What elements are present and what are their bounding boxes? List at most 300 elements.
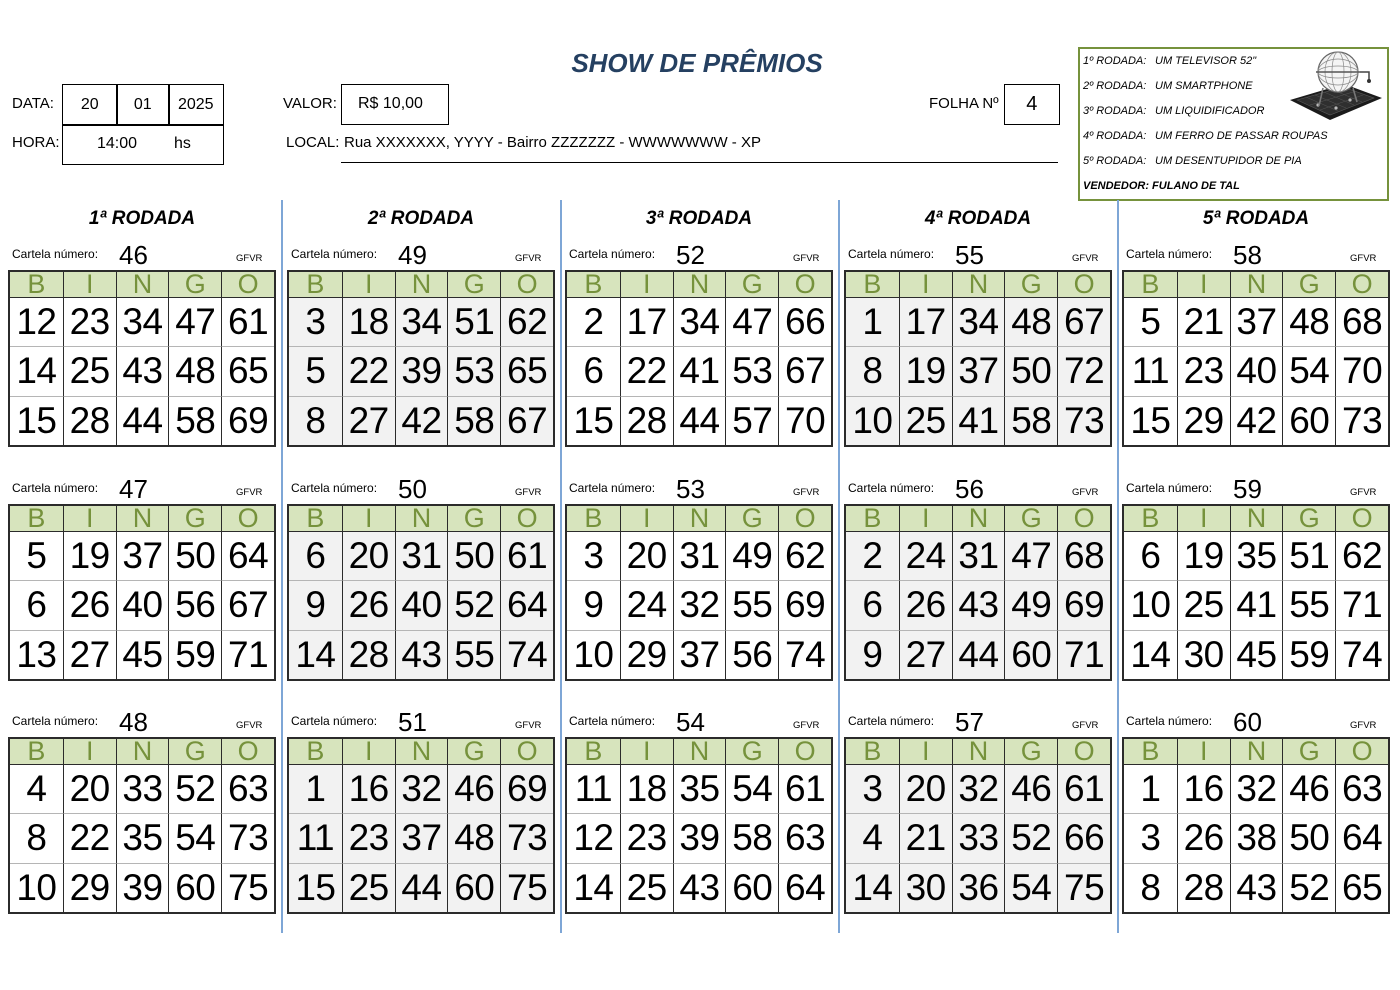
bingo-number-cell: 19 [63,531,116,580]
bingo-number-cell: 29 [63,863,116,912]
bingo-letter-b: B [289,739,342,764]
card-number-label: Cartela número: [1126,247,1213,261]
bingo-number-cell: 53 [725,346,778,395]
bingo-number-cell: 57 [725,396,778,445]
bingo-number-cell: 6 [567,346,620,395]
bingo-letter-i: I [620,506,673,531]
bingo-letter-o: O [221,272,274,297]
bingo-number-cell: 59 [168,630,221,679]
bingo-number-cell: 52 [168,764,221,813]
round-title: 3ª RODADA [645,208,753,229]
bingo-number-cell: 61 [1057,764,1110,813]
bingo-number-cell: 11 [289,813,342,862]
seller-line: VENDEDOR: FULANO DE TAL [1083,180,1240,192]
card-code: GFVR [236,720,263,731]
bingo-number-cell: 23 [620,813,673,862]
bingo-number-cell: 64 [778,863,831,912]
bingo-number-cell: 54 [168,813,221,862]
bingo-number-cell: 56 [725,630,778,679]
bingo-number-cell: 31 [395,531,448,580]
bingo-card [1122,707,1390,914]
card-number-label: Cartela número: [848,247,935,261]
bingo-number-cell: 67 [221,580,274,629]
bingo-letter-b: B [846,272,899,297]
card-number: 59 [1233,474,1262,504]
bingo-number-cell: 28 [620,396,673,445]
value-label: VALOR: [283,95,337,112]
bingo-number-cell: 40 [395,580,448,629]
bingo-grid [8,270,276,447]
card-number-label: Cartela número: [1126,714,1213,728]
card-number-label: Cartela número: [291,714,378,728]
card-number-label: Cartela número: [569,481,656,495]
prize-round-label: 4º RODADA: [1083,130,1147,142]
bingo-number-cell: 13 [10,630,63,679]
card-number-label: Cartela número: [12,714,99,728]
bingo-letter-o: O [1335,506,1388,531]
bingo-number-cell: 65 [1335,863,1388,912]
bingo-letter-g: G [1004,506,1057,531]
bingo-number-cell: 50 [447,531,500,580]
bingo-number-cell: 22 [620,346,673,395]
bingo-number-cell: 65 [500,346,553,395]
bingo-number-cell: 67 [500,396,553,445]
date-month-field: 01 [116,84,170,126]
bingo-number-cell: 32 [1230,764,1283,813]
card-code: GFVR [793,487,820,498]
bingo-number-cell: 23 [1177,346,1230,395]
bingo-number-cell: 11 [1124,346,1177,395]
bingo-number-cell: 44 [395,863,448,912]
bingo-number-cell: 52 [447,580,500,629]
bingo-letter-i: I [899,739,952,764]
bingo-number-cell: 49 [725,531,778,580]
bingo-number-cell: 62 [500,297,553,346]
bingo-number-cell: 10 [1124,580,1177,629]
bingo-letter-b: B [567,506,620,531]
prize-name: UM LIQUIDIFICADOR [1155,105,1265,117]
bingo-number-cell: 25 [620,863,673,912]
bingo-number-cell: 4 [846,813,899,862]
bingo-number-cell: 75 [221,863,274,912]
bingo-number-cell: 2 [846,531,899,580]
bingo-number-cell: 14 [1124,630,1177,679]
bingo-number-cell: 43 [673,863,726,912]
date-year-field: 2025 [168,84,224,126]
bingo-number-cell: 6 [1124,531,1177,580]
bingo-number-cell: 48 [168,346,221,395]
location-value: Rua XXXXXXX, YYYY - Bairro ZZZZZZZ - WWWWWWW - XP [344,134,761,151]
bingo-letter-n: N [116,739,169,764]
bingo-number-cell: 18 [342,297,395,346]
bingo-number-cell: 21 [1177,297,1230,346]
bingo-number-cell: 5 [1124,297,1177,346]
bingo-grid [844,737,1112,914]
bingo-number-cell: 27 [63,630,116,679]
bingo-letter-o: O [221,739,274,764]
bingo-letter-o: O [500,506,553,531]
bingo-card [8,474,276,681]
bingo-number-cell: 37 [395,813,448,862]
bingo-number-cell: 46 [1282,764,1335,813]
bingo-number-cell: 45 [1230,630,1283,679]
bingo-number-cell: 42 [395,396,448,445]
card-number: 53 [676,474,705,504]
bingo-letter-i: I [620,272,673,297]
bingo-letter-n: N [673,739,726,764]
bingo-number-cell: 40 [116,580,169,629]
bingo-letter-g: G [447,739,500,764]
bingo-letter-g: G [447,506,500,531]
bingo-number-cell: 26 [1177,813,1230,862]
bingo-number-cell: 41 [673,346,726,395]
bingo-letter-b: B [1124,272,1177,297]
prize-round-label: 3º RODADA: [1083,105,1147,117]
time-value: 14:00 [96,135,138,152]
bingo-number-cell: 74 [778,630,831,679]
bingo-number-cell: 10 [10,863,63,912]
bingo-number-cell: 52 [1004,813,1057,862]
bingo-number-cell: 25 [63,346,116,395]
bingo-number-cell: 8 [10,813,63,862]
bingo-number-cell: 48 [447,813,500,862]
card-number-label: Cartela número: [12,247,99,261]
bingo-number-cell: 27 [899,630,952,679]
bingo-number-cell: 62 [778,531,831,580]
card-code: GFVR [1350,720,1377,731]
bingo-number-cell: 58 [1004,396,1057,445]
bingo-number-cell: 39 [395,346,448,395]
bingo-number-cell: 63 [221,764,274,813]
bingo-number-cell: 70 [1335,346,1388,395]
bingo-number-cell: 52 [1282,863,1335,912]
bingo-number-cell: 69 [778,580,831,629]
bingo-number-cell: 55 [447,630,500,679]
card-code: GFVR [515,720,542,731]
bingo-number-cell: 51 [447,297,500,346]
round-title: 1ª RODADA [88,208,196,229]
bingo-number-cell: 68 [1057,531,1110,580]
bingo-letter-i: I [1177,739,1230,764]
bingo-number-cell: 3 [1124,813,1177,862]
bingo-letter-b: B [846,506,899,531]
bingo-number-cell: 8 [1124,863,1177,912]
bingo-letter-o: O [500,272,553,297]
bingo-number-cell: 27 [342,396,395,445]
bingo-number-cell: 66 [1057,813,1110,862]
bingo-letter-o: O [1335,272,1388,297]
value-field: R$ 10,00 [341,84,449,125]
bingo-letter-g: G [1004,739,1057,764]
card-number: 57 [955,707,984,737]
card-number-label: Cartela número: [569,714,656,728]
card-number-label: Cartela número: [291,247,378,261]
bingo-number-cell: 64 [1335,813,1388,862]
date-day-field: 20 [62,84,118,126]
prize-name: UM FERRO DE PASSAR ROUPAS [1155,130,1328,142]
bingo-number-cell: 43 [116,346,169,395]
bingo-card [844,707,1112,914]
bingo-number-cell: 8 [846,346,899,395]
bingo-letter-g: G [1004,272,1057,297]
bingo-number-cell: 19 [899,346,952,395]
bingo-number-cell: 26 [342,580,395,629]
bingo-number-cell: 6 [289,531,342,580]
bingo-letter-g: G [1282,739,1335,764]
bingo-letter-g: G [1282,272,1335,297]
time-label: HORA: [12,134,60,151]
bingo-letter-i: I [342,739,395,764]
bingo-number-cell: 64 [500,580,553,629]
bingo-number-cell: 47 [725,297,778,346]
card-number: 48 [119,707,148,737]
bingo-letter-o: O [778,272,831,297]
bingo-number-cell: 6 [10,580,63,629]
bingo-letter-i: I [63,739,116,764]
bingo-number-cell: 34 [952,297,1005,346]
bingo-number-cell: 15 [289,863,342,912]
bingo-letter-i: I [620,739,673,764]
bingo-number-cell: 39 [116,863,169,912]
bingo-number-cell: 58 [168,396,221,445]
bingo-number-cell: 24 [899,531,952,580]
bingo-letter-i: I [63,272,116,297]
card-number: 55 [955,240,984,270]
bingo-number-cell: 19 [1177,531,1230,580]
card-number: 49 [398,240,427,270]
bingo-number-cell: 49 [1004,580,1057,629]
bingo-letter-g: G [168,506,221,531]
card-number: 58 [1233,240,1262,270]
bingo-number-cell: 63 [1335,764,1388,813]
bingo-number-cell: 20 [620,531,673,580]
bingo-number-cell: 71 [1057,630,1110,679]
bingo-number-cell: 55 [725,580,778,629]
time-unit: hs [174,135,191,152]
bingo-number-cell: 3 [846,764,899,813]
bingo-number-cell: 73 [1057,396,1110,445]
bingo-number-cell: 12 [567,813,620,862]
bingo-number-cell: 44 [673,396,726,445]
bingo-number-cell: 11 [567,764,620,813]
bingo-letter-n: N [952,739,1005,764]
bingo-number-cell: 16 [1177,764,1230,813]
bingo-number-cell: 20 [342,531,395,580]
bingo-number-cell: 14 [567,863,620,912]
bingo-number-cell: 58 [447,396,500,445]
bingo-number-cell: 67 [1057,297,1110,346]
bingo-number-cell: 73 [221,813,274,862]
card-number-label: Cartela número: [569,247,656,261]
card-code: GFVR [1072,487,1099,498]
bingo-card [287,240,555,447]
card-number: 50 [398,474,427,504]
bingo-grid [565,270,833,447]
card-number: 60 [1233,707,1262,737]
card-number-label: Cartela número: [848,481,935,495]
bingo-number-cell: 58 [725,813,778,862]
bingo-grid [287,737,555,914]
bingo-number-cell: 1 [1124,764,1177,813]
bingo-number-cell: 47 [1004,531,1057,580]
bingo-number-cell: 3 [567,531,620,580]
bingo-number-cell: 15 [567,396,620,445]
prize-name: UM TELEVISOR 52" [1155,55,1257,67]
bingo-number-cell: 37 [1230,297,1283,346]
bingo-number-cell: 37 [116,531,169,580]
bingo-number-cell: 54 [1282,346,1335,395]
bingo-letter-o: O [1057,506,1110,531]
bingo-number-cell: 9 [846,630,899,679]
bingo-card [8,707,276,914]
bingo-letter-n: N [1230,506,1283,531]
bingo-card [8,240,276,447]
bingo-number-cell: 43 [395,630,448,679]
sheet-number-field: 4 [1004,84,1060,125]
bingo-letter-i: I [342,272,395,297]
bingo-number-cell: 25 [899,396,952,445]
bingo-number-cell: 45 [116,630,169,679]
bingo-letter-n: N [116,272,169,297]
bingo-number-cell: 43 [1230,863,1283,912]
bingo-number-cell: 48 [1004,297,1057,346]
bingo-letter-o: O [1057,739,1110,764]
bingo-number-cell: 6 [846,580,899,629]
bingo-number-cell: 15 [1124,396,1177,445]
card-number: 56 [955,474,984,504]
bingo-number-cell: 40 [1230,346,1283,395]
bingo-letter-n: N [1230,739,1283,764]
bingo-number-cell: 28 [342,630,395,679]
bingo-number-cell: 16 [342,764,395,813]
bingo-letter-o: O [500,739,553,764]
bingo-number-cell: 9 [289,580,342,629]
bingo-letter-o: O [1335,739,1388,764]
bingo-letter-g: G [725,739,778,764]
bingo-number-cell: 1 [289,764,342,813]
bingo-number-cell: 18 [620,764,673,813]
bingo-number-cell: 30 [1177,630,1230,679]
bingo-number-cell: 41 [1230,580,1283,629]
bingo-number-cell: 32 [673,580,726,629]
bingo-number-cell: 33 [116,764,169,813]
bingo-number-cell: 31 [673,531,726,580]
bingo-letter-n: N [1230,272,1283,297]
bingo-number-cell: 60 [447,863,500,912]
bingo-number-cell: 73 [1335,396,1388,445]
bingo-card [565,240,833,447]
bingo-number-cell: 10 [846,396,899,445]
bingo-number-cell: 61 [500,531,553,580]
bingo-number-cell: 73 [500,813,553,862]
bingo-number-cell: 37 [673,630,726,679]
bingo-letter-i: I [63,506,116,531]
bingo-number-cell: 50 [1004,346,1057,395]
bingo-number-cell: 64 [221,531,274,580]
bingo-number-cell: 23 [342,813,395,862]
bingo-number-cell: 44 [952,630,1005,679]
bingo-letter-b: B [10,739,63,764]
bingo-letter-n: N [395,739,448,764]
bingo-number-cell: 55 [1282,580,1335,629]
bingo-number-cell: 50 [1282,813,1335,862]
bingo-card [1122,474,1390,681]
bingo-number-cell: 74 [500,630,553,679]
location-label: LOCAL: [286,134,340,151]
card-number-label: Cartela número: [1126,481,1213,495]
bingo-number-cell: 26 [899,580,952,629]
bingo-letter-b: B [10,272,63,297]
prize-round-label: 5º RODADA: [1083,155,1147,167]
bingo-letter-n: N [952,506,1005,531]
bingo-number-cell: 44 [116,396,169,445]
bingo-grid [844,504,1112,681]
bingo-number-cell: 35 [1230,531,1283,580]
bingo-number-cell: 51 [1282,531,1335,580]
bingo-letter-o: O [221,506,274,531]
card-code: GFVR [236,253,263,264]
bingo-letter-i: I [899,506,952,531]
bingo-number-cell: 75 [1057,863,1110,912]
bingo-number-cell: 22 [63,813,116,862]
bingo-grid [287,504,555,681]
bingo-number-cell: 20 [899,764,952,813]
sheet-label: FOLHA Nº [929,95,999,112]
bingo-number-cell: 2 [567,297,620,346]
bingo-letter-n: N [673,272,726,297]
bingo-number-cell: 63 [778,813,831,862]
bingo-letter-g: G [1282,506,1335,531]
bingo-card [287,474,555,681]
prize-name: UM DESENTUPIDOR DE PIA [1155,155,1302,167]
bingo-number-cell: 1 [846,297,899,346]
bingo-letter-o: O [778,506,831,531]
bingo-grid [287,270,555,447]
bingo-number-cell: 3 [289,297,342,346]
bingo-letter-b: B [567,739,620,764]
card-number-label: Cartela número: [12,481,99,495]
bingo-letter-o: O [778,739,831,764]
bingo-letter-b: B [846,739,899,764]
bingo-number-cell: 56 [168,580,221,629]
card-number: 51 [398,707,427,737]
bingo-number-cell: 14 [10,346,63,395]
bingo-number-cell: 32 [952,764,1005,813]
bingo-number-cell: 17 [899,297,952,346]
bingo-number-cell: 20 [63,764,116,813]
bingo-card [844,474,1112,681]
bingo-number-cell: 54 [1004,863,1057,912]
card-code: GFVR [236,487,263,498]
bingo-number-cell: 61 [778,764,831,813]
bingo-letter-b: B [1124,506,1177,531]
page-title: SHOW DE PRÊMIOS [571,48,823,78]
bingo-card [1122,240,1390,447]
round-title: 4ª RODADA [924,208,1032,229]
bingo-number-cell: 65 [221,346,274,395]
bingo-letter-i: I [342,506,395,531]
bingo-grid [1122,737,1390,914]
bingo-letter-n: N [116,506,169,531]
bingo-number-cell: 34 [116,297,169,346]
prize-round-label: 1º RODADA: [1083,55,1147,67]
bingo-number-cell: 53 [447,346,500,395]
bingo-number-cell: 72 [1057,346,1110,395]
card-code: GFVR [1350,487,1377,498]
bingo-number-cell: 12 [10,297,63,346]
bingo-number-cell: 29 [620,630,673,679]
bingo-number-cell: 5 [10,531,63,580]
